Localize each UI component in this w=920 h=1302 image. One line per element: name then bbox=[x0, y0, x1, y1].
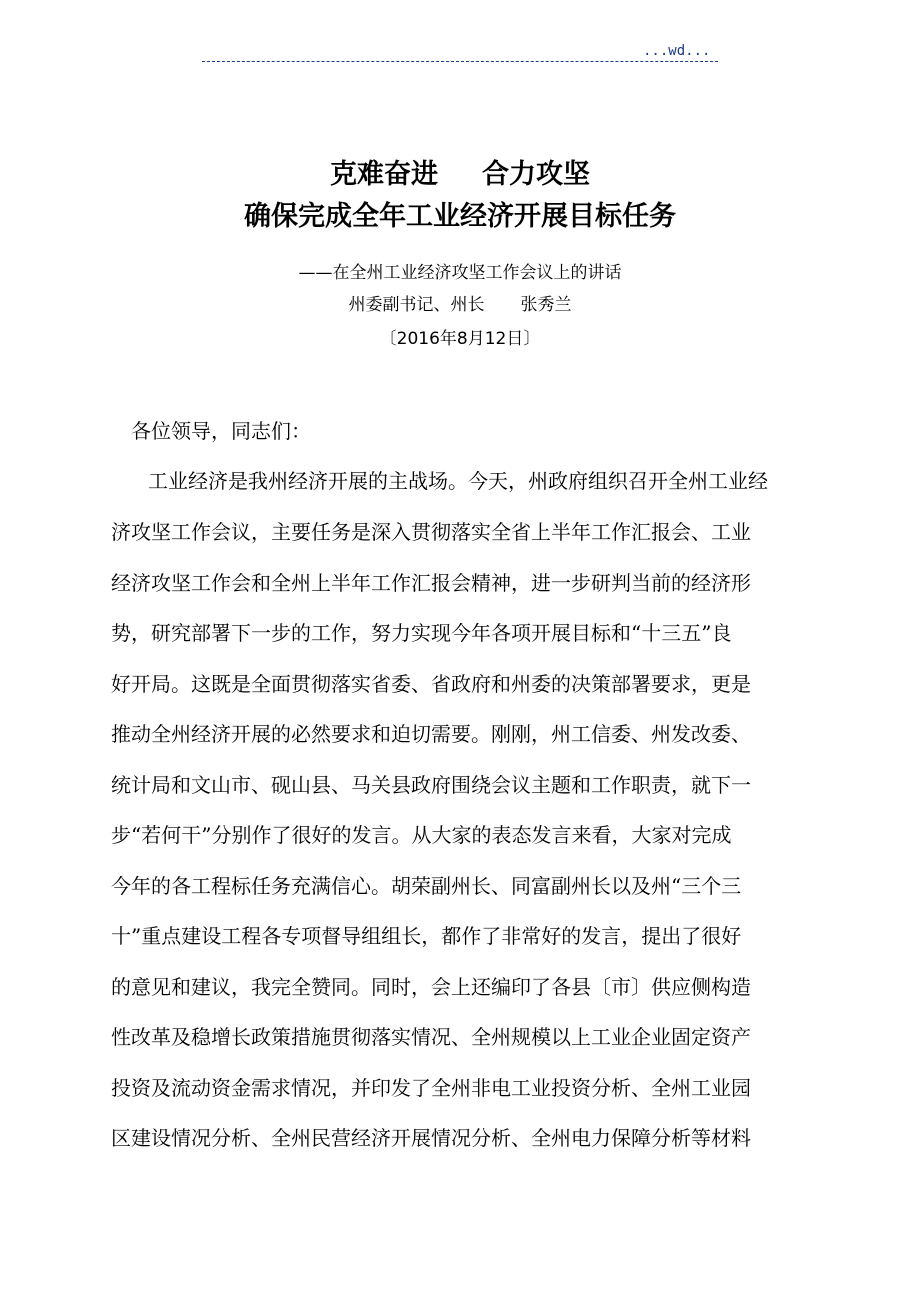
subtitle: ——在全州工业经济攻坚工作会议上的讲话 bbox=[298, 263, 622, 283]
body-line: 十”重点建设工程各专项督导组组长，都作了非常好的发言，提出了很好 bbox=[111, 924, 742, 948]
author-name: 张秀兰 bbox=[520, 295, 572, 315]
body-line: 步“若何干”分别作了很好的发言。从大家的表态发言来看，大家对完成 bbox=[111, 823, 732, 847]
author-line bbox=[0, 294, 920, 316]
body-line: 势，研究部署下一步的工作，努力实现今年各项开展目标和“十三五”良 bbox=[111, 621, 732, 645]
body-line: 区建设情况分析、全州民营经济开展情况分析、全州电力保障分析等材料 bbox=[111, 1126, 751, 1150]
salutation: 各位领导，同志们： bbox=[131, 419, 311, 443]
body-line: 统计局和文山市、砚山县、马关县政府围绕会议主题和工作职责，就下一 bbox=[111, 773, 751, 797]
title-line-2: 确保完成全年工业经济开展目标任务 bbox=[244, 201, 676, 232]
body-line: 今年的各工程标任务充满信心。胡荣副州长、同富副州长以及州“三个三 bbox=[111, 874, 742, 898]
body-line: 济攻坚工作会议，主要任务是深入贯彻落实全省上半年工作汇报会、工业 bbox=[111, 520, 751, 544]
header-dashed-rule bbox=[202, 61, 718, 62]
title-line-1 bbox=[0, 158, 920, 192]
body-line: 的意见和建议，我完全赞同。同时，会上还编印了各县〔市〕供应侧构造 bbox=[111, 975, 751, 999]
header-mark: ...wd... bbox=[643, 43, 711, 59]
title-part-1: 克难奋进 bbox=[330, 159, 438, 190]
body-line: 推动全州经济开展的必然要求和迫切需要。刚刚，州工信委、州发改委、 bbox=[111, 722, 751, 746]
body-line: 工业经济是我州经济开展的主战场。今天，州政府组织召开全州工业经 bbox=[148, 469, 768, 493]
author-role: 州委副书记、州长 bbox=[348, 295, 485, 315]
body-line: 好开局。这既是全面贯彻落实省委、省政府和州委的决策部署要求，更是 bbox=[111, 672, 751, 696]
speech-date: 〔2016年8月12日〕 bbox=[379, 329, 541, 349]
body-line: 投资及流动资金需求情况，并印发了全州非电工业投资分析、全州工业园 bbox=[111, 1076, 751, 1100]
title-part-2: 合力攻坚 bbox=[482, 159, 590, 190]
body-line: 经济攻坚工作会和全州上半年工作汇报会精神，进一步研判当前的经济形 bbox=[111, 571, 751, 595]
body-line: 性改革及稳增长政策措施贯彻落实情况、全州规模以上工业企业固定资产 bbox=[111, 1025, 751, 1049]
